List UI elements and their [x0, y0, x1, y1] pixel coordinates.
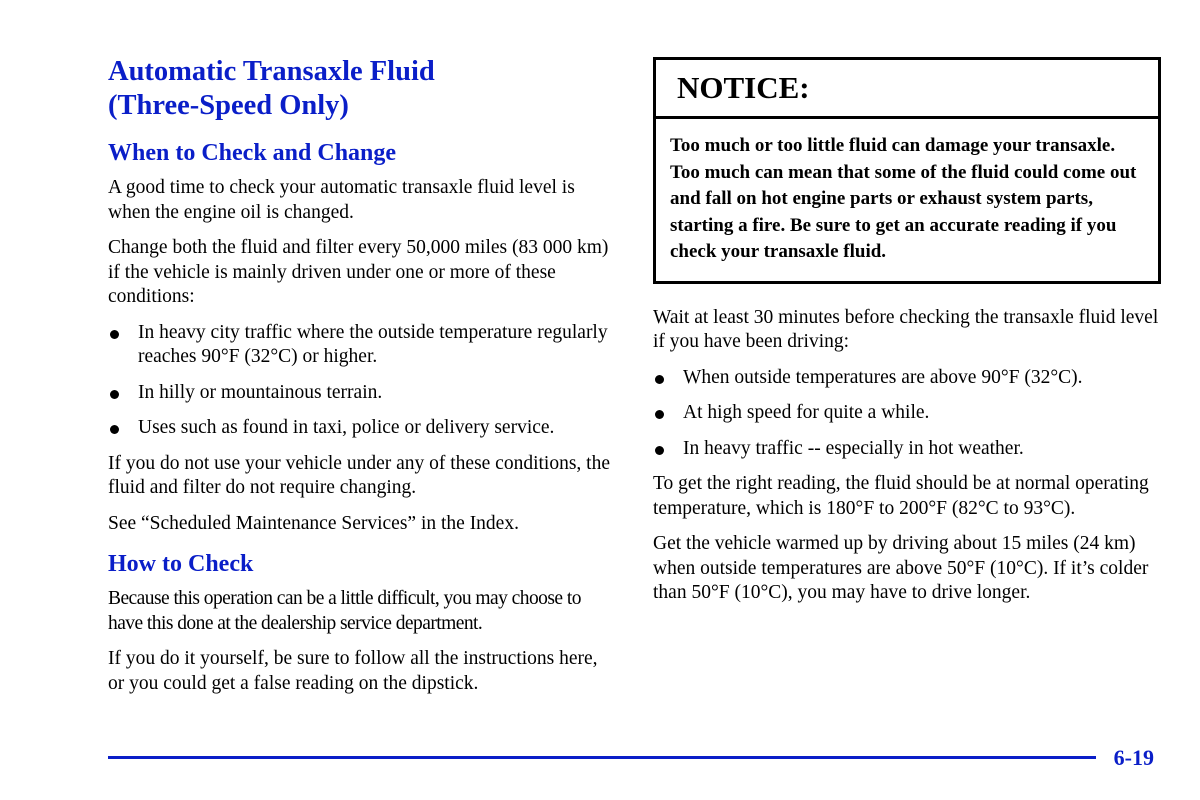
list-item: [653, 366, 1161, 391]
section-heading-when-to-check: When to Check and Change: [108, 140, 397, 166]
page-title: [108, 55, 618, 123]
paragraph: See “Scheduled Maintenance Services” in the Index.: [108, 512, 519, 534]
driving-conditions-list: [653, 366, 1161, 462]
left-column: [108, 55, 618, 696]
list-item-text: In heavy city traffic where the outside temperature regularly reaches 90°F (32°C) or higher.: [138, 321, 608, 367]
bullet-icon: [110, 330, 119, 339]
list-item-text: When outside temperatures are above 90°F (32°C).: [683, 366, 1083, 388]
page-title-line-2: (Three-Speed Only): [108, 90, 349, 121]
list-item-text: At high speed for quite a while.: [683, 402, 930, 423]
page-title-line-1: Automatic Transaxle Fluid: [108, 56, 435, 87]
paragraph: A good time to check your automatic transaxle fluid level is when the engine oil is changed.: [108, 177, 575, 223]
section-heading-how-to-check: How to Check: [108, 551, 254, 577]
bullet-icon: [655, 446, 664, 455]
right-column: [653, 57, 1161, 606]
list-item: [108, 381, 618, 406]
paragraph: If you do it yourself, be sure to follow all the instructions here, or you could get a false reading on the dipstick.: [108, 648, 598, 694]
list-item-text: In heavy traffic -- especially in hot weather.: [683, 437, 1024, 459]
paragraph: To get the right reading, the fluid should be at normal operating temperature, which is 180°F to 200°F (82°C to 93°C).: [653, 473, 1149, 519]
bullet-icon: [655, 375, 664, 384]
paragraph: Because this operation can be a little difficult, you may choose to have this done at the dealership service department.: [108, 588, 581, 634]
list-item-text: Uses such as found in taxi, police or delivery service.: [138, 417, 555, 438]
list-item: [653, 437, 1161, 462]
paragraph: Get the vehicle warmed up by driving about 15 miles (24 km) when outside temperatures are above 50°F (10°C). If it’s colder than 50°F (10°C), you may have to drive longer.: [653, 533, 1149, 603]
list-item: [108, 321, 618, 370]
notice-box: [653, 57, 1161, 284]
bullet-icon: [110, 390, 119, 399]
conditions-list: [108, 321, 618, 441]
paragraph: If you do not use your vehicle under any of these conditions, the fluid and filter do not require changing.: [108, 452, 611, 498]
notice-heading: NOTICE:: [656, 60, 1158, 119]
paragraph: Change both the fluid and filter every 50,000 miles (83 000 km) if the vehicle is mainly driven under one or more of these conditions:: [108, 237, 609, 307]
list-item: [108, 416, 618, 441]
paragraph: Wait at least 30 minutes before checking the transaxle fluid level if you have been driving:: [653, 306, 1159, 352]
bullet-icon: [655, 410, 664, 419]
page-number: 6-19: [1113, 745, 1154, 770]
footer-rule: [108, 756, 1096, 759]
bullet-icon: [110, 425, 119, 434]
list-item: [653, 401, 1161, 426]
notice-text: Too much or too little fluid can damage your transaxle. Too much can mean that some of the fluid could come out and fall on hot engine parts or exhaust system parts, starting a fire. Be sure to get an accurate reading if you check your transaxle fluid.: [670, 135, 1137, 262]
list-item-text: In hilly or mountainous terrain.: [138, 381, 383, 403]
